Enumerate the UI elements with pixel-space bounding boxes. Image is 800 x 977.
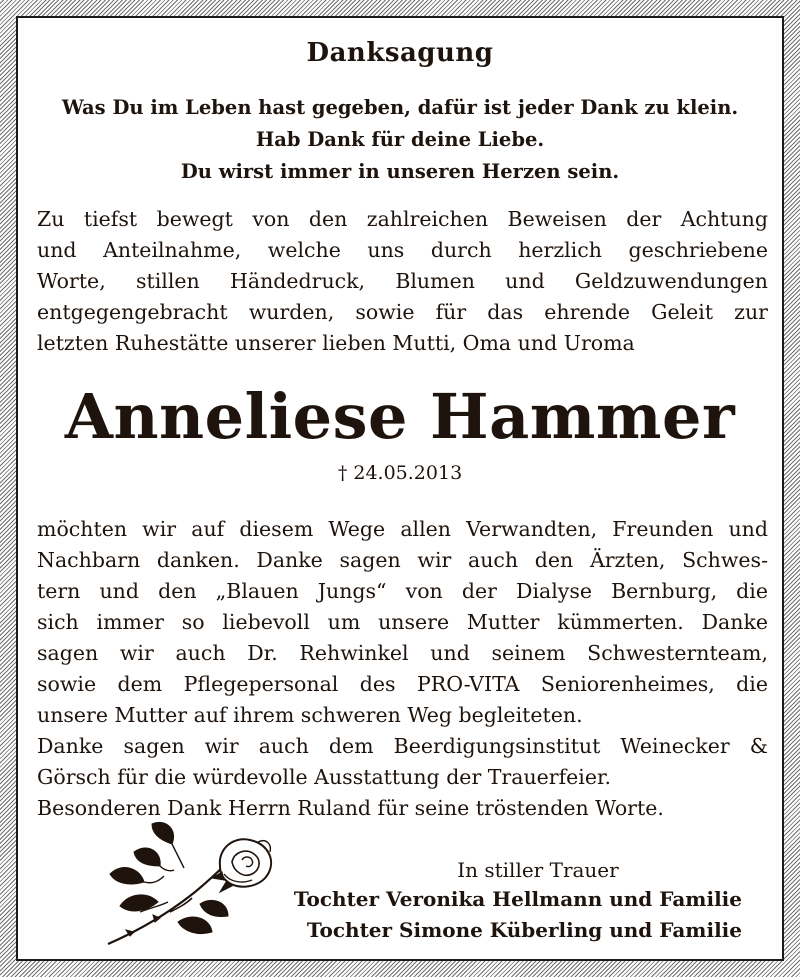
intro-paragraph <box>37 204 768 359</box>
body-line: sagen wir auch Dr. Rehwinkel und seinem Schwesternteam, <box>37 641 768 665</box>
body-line: Danke sagen wir auch dem Beerdigungsinstitut Weinecker & <box>37 734 768 758</box>
intro-line: Worte, stillen Händedruck, Blumen und Geldzuwendungen <box>37 269 768 293</box>
intro-line: Zu tiefst bewegt von den zahlreichen Beweisen der Achtung <box>37 207 768 231</box>
body-paragraph <box>37 514 768 824</box>
signature-intro: In stiller Trauer <box>457 858 619 882</box>
signature-line: Tochter Simone Küberling und Familie <box>306 918 742 942</box>
notice-heading: Danksagung <box>306 38 494 68</box>
body-line: Görsch für die würdevolle Ausstattung der Trauerfeier. <box>37 765 612 789</box>
deceased-name: Anneliese Hammer <box>64 380 736 453</box>
body-line: Besonderen Dank Herrn Ruland für seine tröstenden Worte. <box>37 796 664 820</box>
body-line: möchten wir auf diesem Wege allen Verwandten, Freunden und <box>37 517 768 541</box>
motto-line: Hab Dank für deine Liebe. <box>255 128 545 151</box>
signature-block <box>294 856 742 946</box>
body-line: sich immer so liebevoll um unsere Mutter kümmerten. Danke <box>37 610 768 634</box>
motto-block <box>0 92 800 188</box>
rose-icon <box>100 812 280 952</box>
death-date: † 24.05.2013 <box>337 462 463 484</box>
motto-line: Was Du im Leben hast gegeben, dafür ist jeder Dank zu klein. <box>61 96 739 119</box>
body-line: unsere Mutter auf ihrem schweren Weg begleiteten. <box>37 703 583 727</box>
body-line: Nachbarn danken. Danke sagen wir auch den Ärzten, Schwes- <box>37 548 768 572</box>
intro-line: letzten Ruhestätte unserer lieben Mutti, Oma und Uroma <box>37 331 635 355</box>
signature-line: Tochter Veronika Hellmann und Familie <box>293 887 742 911</box>
intro-line: und Anteilnahme, welche uns durch herzlich geschriebene <box>37 238 768 262</box>
body-line: sowie dem Pflegepersonal des PRO-VITA Seniorenheimes, die <box>37 672 768 696</box>
body-line: tern und den „Blauen Jungs“ von der Dialyse Bernburg, die <box>37 579 768 603</box>
motto-line: Du wirst immer in unseren Herzen sein. <box>180 160 620 183</box>
intro-line: entgegengebracht wurden, sowie für das ehrende Geleit zur <box>37 300 768 324</box>
